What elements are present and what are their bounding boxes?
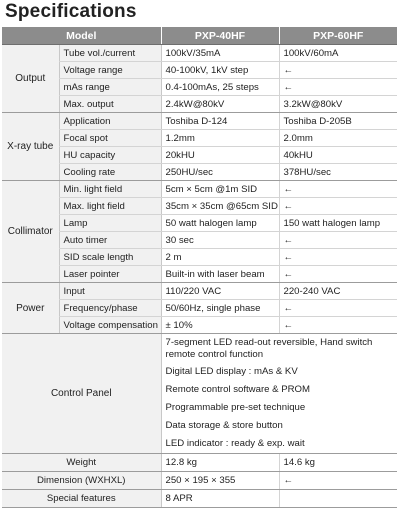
- spec-value-2: ←: [279, 472, 397, 490]
- spec-value-2: [279, 490, 397, 508]
- table-row: [2, 300, 397, 317]
- table-row: [2, 113, 397, 130]
- spec-label: SID scale length: [59, 249, 161, 266]
- spec-value-2: ←: [279, 317, 397, 334]
- spec-label: Min. light field: [59, 181, 161, 198]
- spec-label: HU capacity: [59, 147, 161, 164]
- spec-value-1: 35cm × 35cm @65cm SID: [161, 198, 279, 215]
- table-row: [2, 490, 397, 508]
- table-row: [2, 472, 397, 490]
- spec-label: Lamp: [59, 215, 161, 232]
- spec-value-1: 2 m: [161, 249, 279, 266]
- spec-value-1: 0.4-100mAs, 25 steps: [161, 79, 279, 96]
- spec-label: Voltage compensation: [59, 317, 161, 334]
- spec-label: Application: [59, 113, 161, 130]
- spec-value-1: 100kV/35mA: [161, 45, 279, 62]
- header-model-2: PXP-60HF: [279, 27, 397, 45]
- header-model: Model: [2, 27, 161, 45]
- control-panel-features: [161, 334, 397, 454]
- spec-value-1: 50 watt halogen lamp: [161, 215, 279, 232]
- spec-value-2: 14.6 kg: [279, 454, 397, 472]
- spec-label-dimension: Dimension (WXHXL): [2, 472, 161, 490]
- table-row: [2, 266, 397, 283]
- spec-label: Input: [59, 283, 161, 300]
- table-row: [2, 454, 397, 472]
- table-row: [2, 96, 397, 113]
- table-row: [2, 249, 397, 266]
- spec-value-2: 3.2kW@80kV: [279, 96, 397, 113]
- spec-label: mAs range: [59, 79, 161, 96]
- spec-value-1: 110/220 VAC: [161, 283, 279, 300]
- spec-label: Auto timer: [59, 232, 161, 249]
- spec-value-2: ←: [279, 62, 397, 79]
- spec-value-2: ←: [279, 198, 397, 215]
- page-title: Specifications: [5, 1, 137, 22]
- spec-value-1: Built-in with laser beam: [161, 266, 279, 283]
- spec-value-1: 1.2mm: [161, 130, 279, 147]
- control-panel-line: 7-segment LED read-out reversible, Hand switch remote control function: [165, 337, 373, 360]
- header-model-1: PXP-40HF: [161, 27, 279, 45]
- spec-value-2: 220-240 VAC: [279, 283, 397, 300]
- spec-value-2: 2.0mm: [279, 130, 397, 147]
- spec-label: Cooling rate: [59, 164, 161, 181]
- spec-value-1: 250 × 195 × 355: [161, 472, 279, 490]
- spec-value-2: ←: [279, 232, 397, 249]
- group-label-output: Output: [2, 45, 59, 113]
- table-row: [2, 147, 397, 164]
- control-panel-line: Data storage & store button: [165, 420, 283, 431]
- control-panel-line: Digital LED display : mAs & KV: [165, 366, 298, 377]
- control-panel-line: Remote control software & PROM: [165, 384, 310, 395]
- spec-value-2: ←: [279, 266, 397, 283]
- spec-value-2: ←: [279, 181, 397, 198]
- group-label-control-panel: Control Panel: [2, 334, 161, 454]
- group-label-xray-tube: X-ray tube: [2, 113, 59, 181]
- spec-value-2: 150 watt halogen lamp: [279, 215, 397, 232]
- spec-value-2: 378HU/sec: [279, 164, 397, 181]
- control-panel-line: Programmable pre-set technique: [165, 402, 306, 413]
- group-label-collimator: Collimator: [2, 181, 59, 283]
- spec-value-1: 250HU/sec: [161, 164, 279, 181]
- spec-value-2: 100kV/60mA: [279, 45, 397, 62]
- table-row: [2, 79, 397, 96]
- spec-label: Max. output: [59, 96, 161, 113]
- spec-label: Tube vol./current: [59, 45, 161, 62]
- group-label-power: Power: [2, 283, 59, 334]
- spec-value-1: 12.8 kg: [161, 454, 279, 472]
- spec-label: Frequency/phase: [59, 300, 161, 317]
- spec-value-1: 20kHU: [161, 147, 279, 164]
- table-row: [2, 215, 397, 232]
- table-row: [2, 181, 397, 198]
- table-row: [2, 130, 397, 147]
- table-row: [2, 198, 397, 215]
- control-panel-line: LED indicator : ready & exp. wait: [165, 438, 305, 449]
- table-row: [2, 164, 397, 181]
- table-row: [2, 317, 397, 334]
- spec-label: Laser pointer: [59, 266, 161, 283]
- spec-value-2: ←: [279, 300, 397, 317]
- spec-label-special-features: Special features: [2, 490, 161, 508]
- spec-value-1: 8 APR: [161, 490, 279, 508]
- spec-value-1: 40-100kV, 1kV step: [161, 62, 279, 79]
- spec-value-2: Toshiba D-205B: [279, 113, 397, 130]
- spec-value-1: 2.4kW@80kV: [161, 96, 279, 113]
- spec-value-1: Toshiba D-124: [161, 113, 279, 130]
- table-header-row: [2, 27, 397, 45]
- spec-value-2: ←: [279, 79, 397, 96]
- specifications-table: [2, 27, 397, 508]
- table-row: [2, 283, 397, 300]
- spec-label-weight: Weight: [2, 454, 161, 472]
- table-row: [2, 232, 397, 249]
- spec-value-1: ± 10%: [161, 317, 279, 334]
- spec-value-2: ←: [279, 249, 397, 266]
- spec-label: Voltage range: [59, 62, 161, 79]
- control-panel-row: [2, 334, 397, 454]
- table-row: [2, 62, 397, 79]
- table-row: [2, 45, 397, 62]
- spec-value-1: 50/60Hz, single phase: [161, 300, 279, 317]
- spec-value-2: 40kHU: [279, 147, 397, 164]
- spec-value-1: 30 sec: [161, 232, 279, 249]
- spec-label: Focal spot: [59, 130, 161, 147]
- spec-label: Max. light field: [59, 198, 161, 215]
- spec-value-1: 5cm × 5cm @1m SID: [161, 181, 279, 198]
